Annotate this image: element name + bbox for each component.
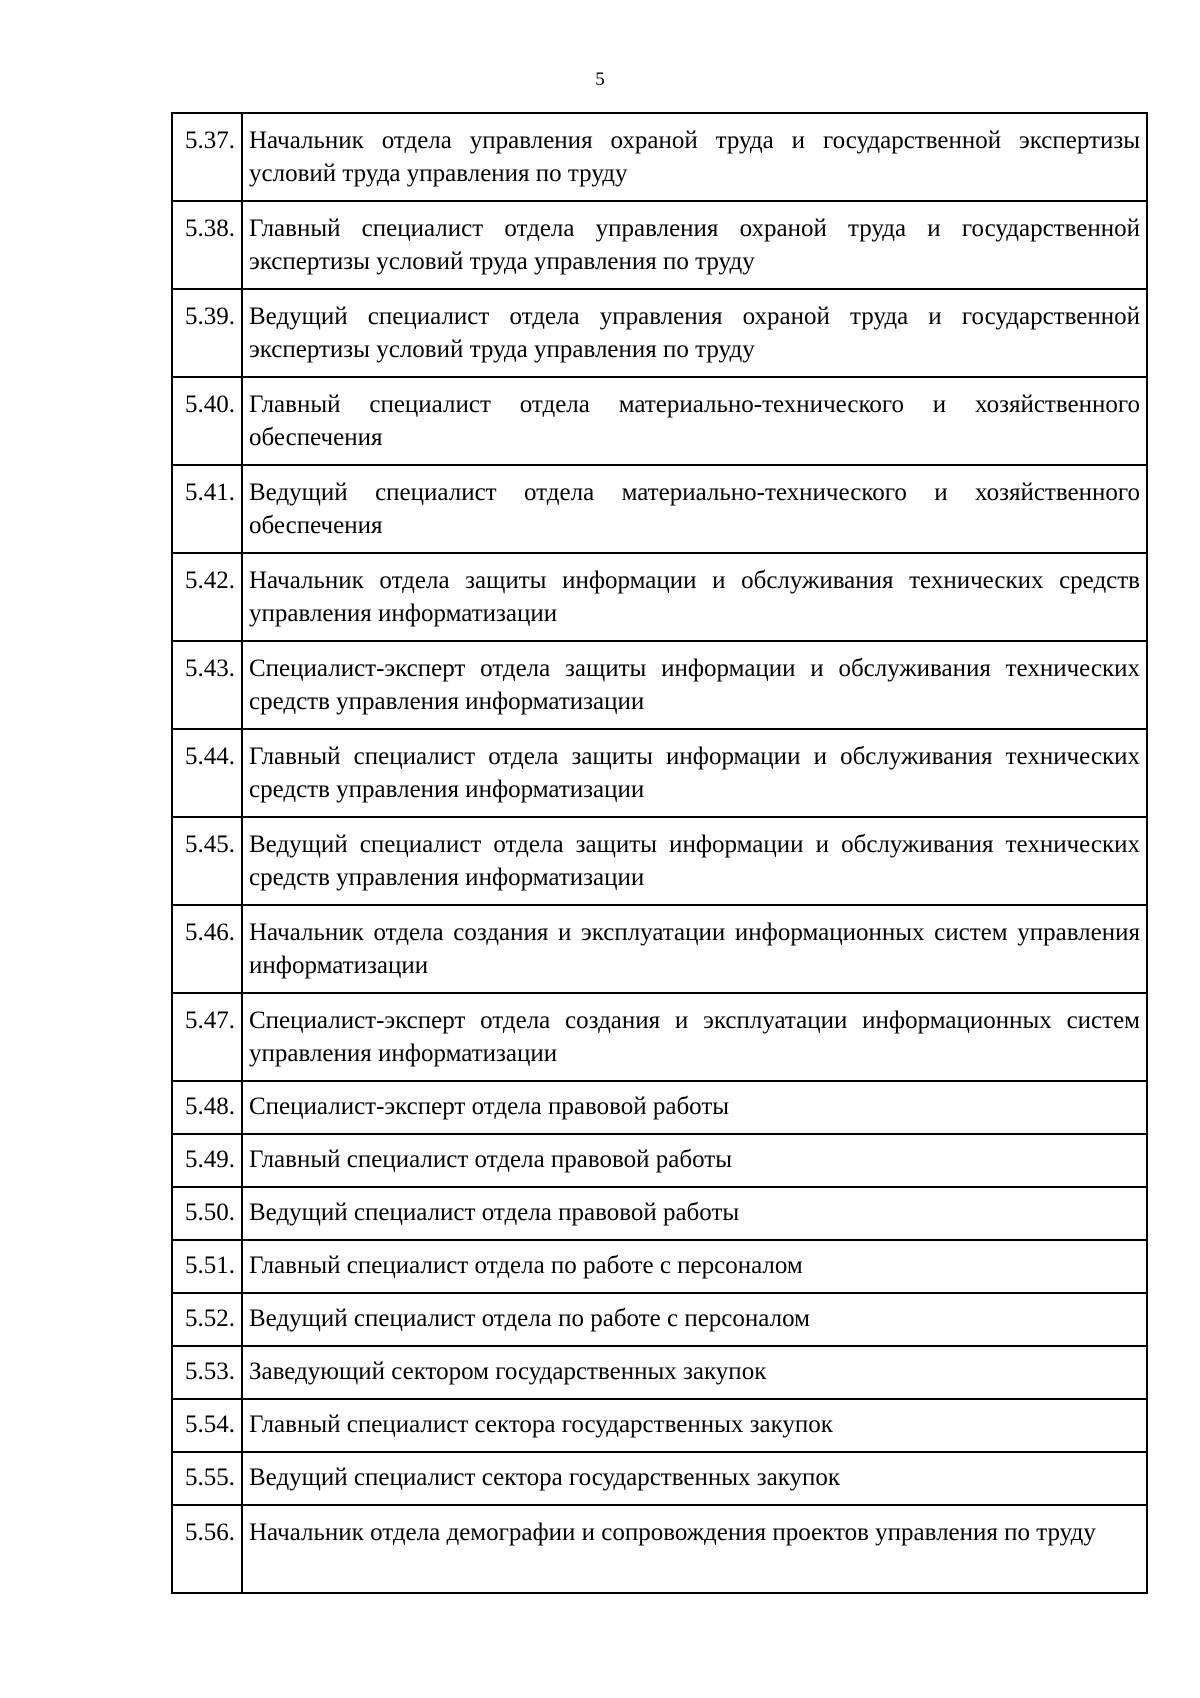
table-row	[172, 1346, 1147, 1399]
table-row	[172, 817, 1147, 905]
item-number: 5.50.	[172, 1187, 242, 1240]
item-number: 5.46.	[172, 905, 242, 993]
table-row	[172, 1134, 1147, 1187]
item-number: 5.43.	[172, 641, 242, 729]
item-number: 5.51.	[172, 1240, 242, 1293]
item-number: 5.48.	[172, 1081, 242, 1134]
position-title: Ведущий специалист отдела материально-технического и хозяйственного обеспечения	[242, 465, 1147, 553]
table-row	[172, 1187, 1147, 1240]
position-title: Главный специалист отдела управления охраной труда и государственной экспертизы условий труда управления по труду	[242, 201, 1147, 289]
position-title: Начальник отдела защиты информации и обслуживания технических средств управления информатизации	[242, 553, 1147, 641]
table-row	[172, 641, 1147, 729]
table-row	[172, 1240, 1147, 1293]
item-number: 5.41.	[172, 465, 242, 553]
position-title: Главный специалист отдела материально-технического и хозяйственного обеспечения	[242, 377, 1147, 465]
page-number: 5	[595, 69, 605, 90]
table-row	[172, 993, 1147, 1081]
table-row	[172, 1399, 1147, 1452]
positions-table	[171, 112, 1148, 1594]
item-number: 5.38.	[172, 201, 242, 289]
position-title: Ведущий специалист отдела правовой работы	[242, 1187, 1147, 1240]
position-title: Специалист-эксперт отдела правовой работы	[242, 1081, 1147, 1134]
position-title: Начальник отдела управления охраной труда и государственной экспертизы условий труда управления по труду	[242, 113, 1147, 201]
item-number: 5.54.	[172, 1399, 242, 1452]
table-row	[172, 905, 1147, 993]
position-title: Главный специалист отдела правовой работы	[242, 1134, 1147, 1187]
item-number: 5.39.	[172, 289, 242, 377]
position-title: Главный специалист отдела защиты информации и обслуживания технических средств управления информатизации	[242, 729, 1147, 817]
item-number: 5.53.	[172, 1346, 242, 1399]
item-number: 5.56.	[172, 1505, 242, 1593]
item-number: 5.45.	[172, 817, 242, 905]
position-title: Ведущий специалист отдела по работе с персоналом	[242, 1293, 1147, 1346]
item-number: 5.42.	[172, 553, 242, 641]
position-title: Ведущий специалист сектора государственных закупок	[242, 1452, 1147, 1505]
table-row	[172, 1081, 1147, 1134]
item-number: 5.37.	[172, 113, 242, 201]
position-title: Заведующий сектором государственных закупок	[242, 1346, 1147, 1399]
position-title: Специалист-эксперт отдела создания и эксплуатации информационных систем управления информатизации	[242, 993, 1147, 1081]
table-row	[172, 729, 1147, 817]
table-row	[172, 553, 1147, 641]
table-row	[172, 289, 1147, 377]
table-row	[172, 201, 1147, 289]
position-title: Начальник отдела создания и эксплуатации информационных систем управления информатизации	[242, 905, 1147, 993]
table-row	[172, 113, 1147, 201]
table-row	[172, 1505, 1147, 1593]
item-number: 5.40.	[172, 377, 242, 465]
item-number: 5.49.	[172, 1134, 242, 1187]
table-row	[172, 377, 1147, 465]
item-number: 5.55.	[172, 1452, 242, 1505]
item-number: 5.52.	[172, 1293, 242, 1346]
position-title: Специалист-эксперт отдела защиты информации и обслуживания технических средств управления информатизации	[242, 641, 1147, 729]
position-title: Ведущий специалист отдела управления охраной труда и государственной экспертизы условий труда управления по труду	[242, 289, 1147, 377]
item-number: 5.44.	[172, 729, 242, 817]
position-title: Главный специалист отдела по работе с персоналом	[242, 1240, 1147, 1293]
item-number: 5.47.	[172, 993, 242, 1081]
table-row	[172, 1452, 1147, 1505]
table-row	[172, 465, 1147, 553]
position-title: Главный специалист сектора государственных закупок	[242, 1399, 1147, 1452]
table-row	[172, 1293, 1147, 1346]
position-title: Начальник отдела демографии и сопровождения проектов управления по труду	[242, 1505, 1147, 1593]
position-title: Ведущий специалист отдела защиты информации и обслуживания технических средств управления информатизации	[242, 817, 1147, 905]
